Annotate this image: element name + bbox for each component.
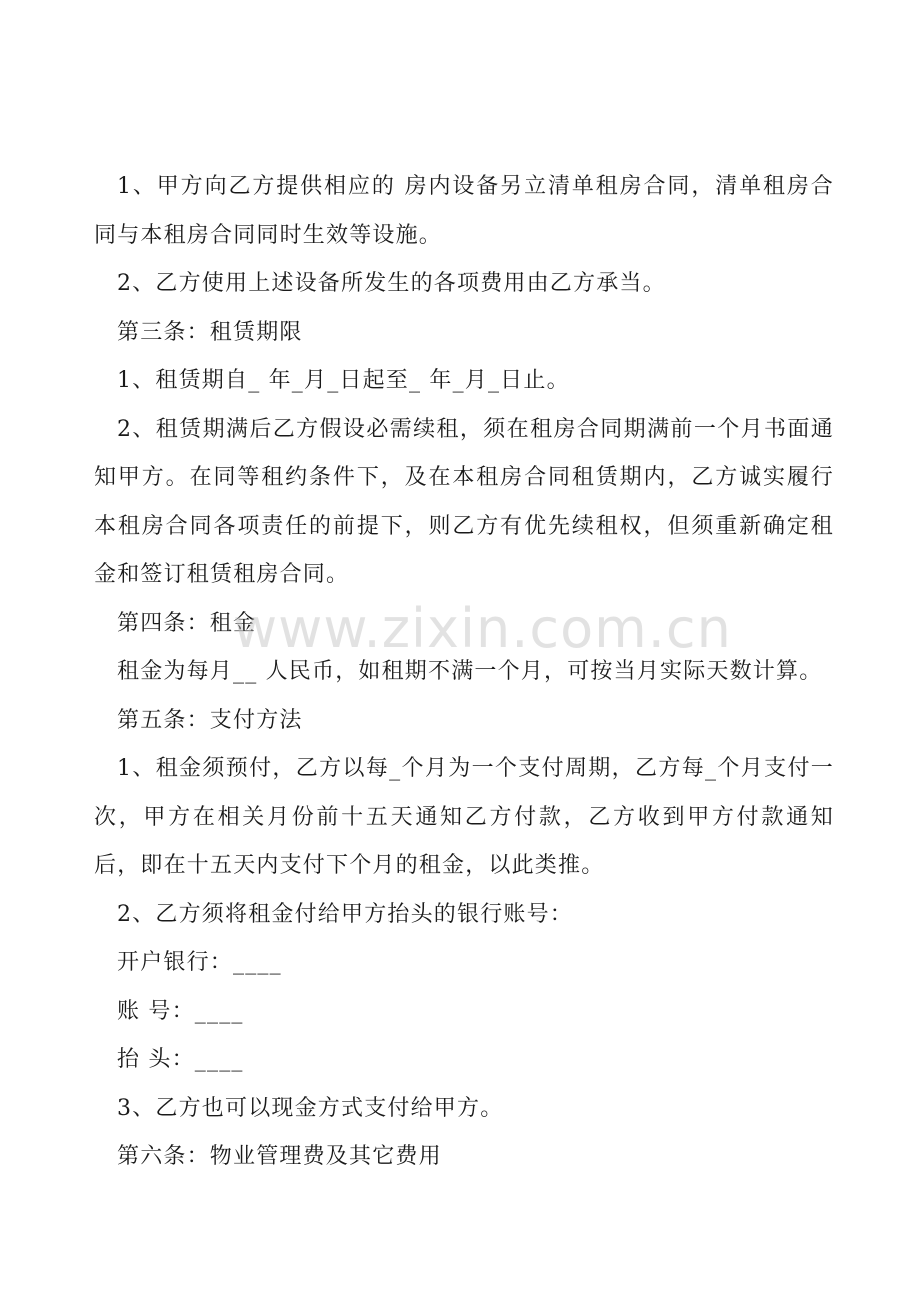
- bank-name-field: 开户银行：____: [117, 950, 282, 975]
- clause-paragraph: 2、租赁期满后乙方假设必需续租，须在租房合同期满前一个月书面通知甲方。在同等租约条件下，及在本租房合同租赁期内，乙方诚实履行本租房合同各项责任的前提下，则乙方有优先续租权，但须重新确定租金和签订租赁租房合同。: [94, 416, 834, 587]
- document-body: [94, 163, 834, 1182]
- section-heading: 第三条：租赁期限: [117, 319, 303, 345]
- section-heading: 第六条：物业管理费及其它费用: [117, 1144, 442, 1169]
- clause-paragraph: 1、租赁期自_ 年_月_日起至_ 年_月_日止。: [117, 368, 570, 393]
- section-heading: 第四条：租金: [117, 610, 257, 636]
- clause-paragraph: 租金为每月__ 人民币，如租期不满一个月，可按当月实际天数计算。: [117, 659, 823, 684]
- watermark-text: www.zixin.com.cn: [233, 597, 732, 660]
- account-number-field: 账 号：____: [117, 998, 244, 1024]
- clause-paragraph: 3、乙方也可以现金方式支付给甲方。: [117, 1095, 504, 1121]
- section-heading: 第五条：支付方法: [117, 707, 303, 733]
- account-holder-field: 抬 头：____: [117, 1047, 244, 1072]
- clause-paragraph: 1、甲方向乙方提供相应的 房内设备另立清单租房合同，清单租房合同与本租房合同同时生效等设施。: [94, 174, 834, 248]
- clause-paragraph: 1、租金须预付，乙方以每_个月为一个支付周期，乙方每_个月支付一次，甲方在相关月份前十五天通知乙方付款，乙方收到甲方付款通知后，即在十五天内支付下个月的租金，以此类推。: [94, 756, 834, 878]
- clause-paragraph: 2、乙方使用上述设备所发生的各项费用由乙方承当。: [117, 271, 666, 296]
- clause-paragraph: 2、乙方须将租金付给甲方抬头的银行账号：: [117, 901, 573, 927]
